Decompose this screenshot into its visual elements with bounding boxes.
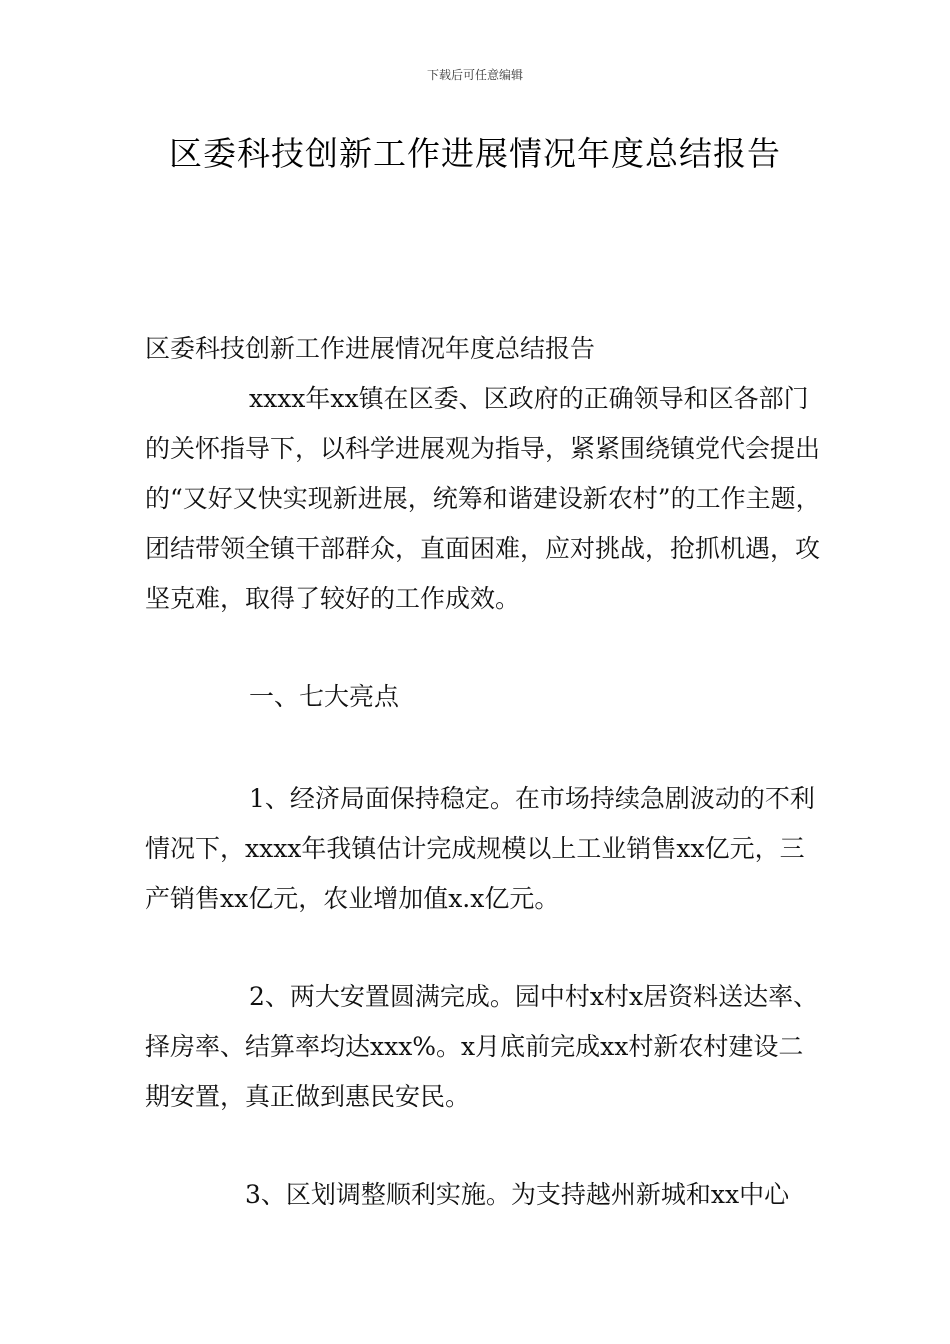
list-item-1: 1、经济局面保持稳定。在市场持续急剧波动的不利情况下，xxxx年我镇估计完成规模以上工业销售xx亿元，三产销售xx亿元，农业增加值x.x亿元。 (145, 784, 815, 913)
list-item-2: 2、两大安置圆满完成。园中村x村x居资料送达率、择房率、结算率均达xxx%。x月底前完成xx村新农村建设二期安置，真正做到惠民安民。 (145, 982, 819, 1111)
list-item-3: 3、区划调整顺利实施。为支持越州新城和xx中心 (245, 1180, 790, 1209)
intro-paragraph: xxxx年xx镇在区委、区政府的正确领导和区各部门的关怀指导下，以科学进展观为指导，紧紧围绕镇党代会提出的“又好又快实现新进展，统筹和谐建设新农村”的工作主题，团结带领全镇干部群众，直面困难，应对挑战，抢抓机遇，攻坚克难，取得了较好的工作成效。 (145, 384, 821, 613)
header-note: 下载后可任意编辑 (426, 68, 523, 82)
document-subtitle: 区委科技创新工作进展情况年度总结报告 (145, 334, 596, 363)
document-title: 区委科技创新工作进展情况年度总结报告 (169, 134, 781, 173)
section-heading: 一、七大亮点 (249, 682, 400, 711)
